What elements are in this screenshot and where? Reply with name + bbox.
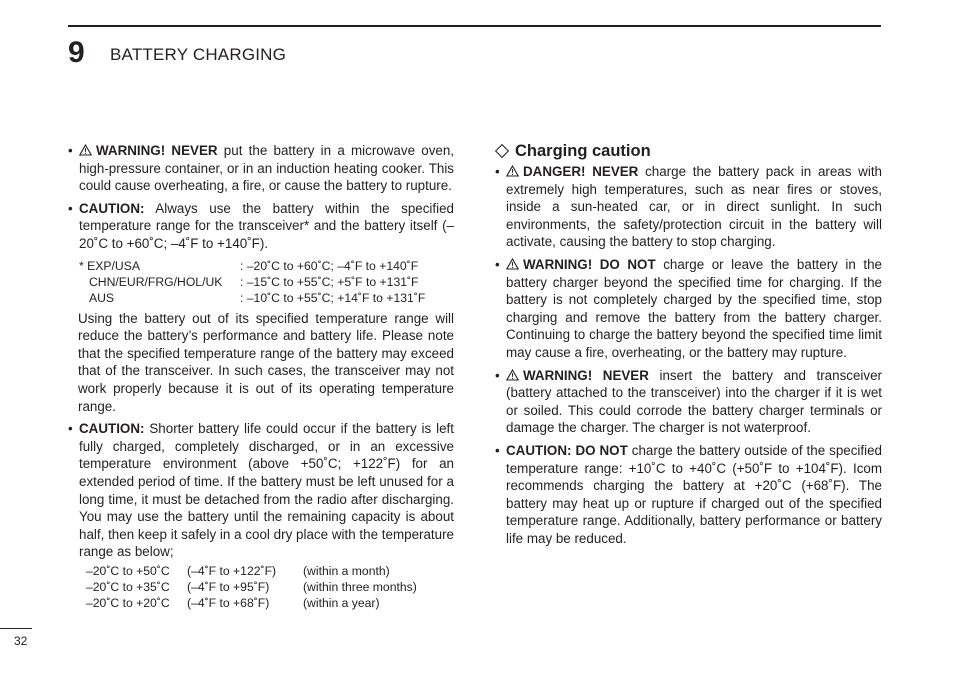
warning-triangle-icon (506, 258, 519, 270)
bullet: • (68, 421, 73, 437)
bullet: • (68, 143, 73, 158)
caution-lead: CAUTION: DO NOT (506, 442, 628, 458)
storage-period: (within a year) (303, 595, 380, 610)
warning-lead: WARNING! DO NOT (523, 256, 656, 272)
temperature-row (79, 258, 454, 274)
caution-lead: CAUTION: (79, 421, 145, 437)
storage-period: (within a month) (303, 563, 390, 578)
region: * EXP/USA (79, 258, 140, 273)
warning-wet-item (495, 367, 882, 437)
range: : –10˚C to +55˚C; +14˚F to +131˚F (240, 290, 426, 305)
bullet: • (495, 164, 500, 179)
caution-text: Always use the battery within the specified temperature range for the transceiver* and the battery itself (–20˚C to +60˚C; –4˚F to +140˚F). (79, 200, 454, 251)
storage-row (86, 579, 454, 595)
range: : –20˚C to +60˚C; –4˚F to +140˚F (240, 258, 419, 273)
caution-battery-life-item (68, 420, 454, 561)
warning-microwave-item (68, 142, 454, 195)
warning-charge-time-item (495, 256, 882, 362)
chapter-number: 9 (68, 36, 85, 69)
footer-rule (0, 628, 32, 629)
bullet: • (495, 367, 500, 383)
fahrenheit-range: (–4˚F to +122˚F) (187, 563, 277, 578)
range: : –15˚C to +55˚C; +5˚F to +131˚F (240, 274, 419, 289)
caution-text: charge the battery outside of the specified temperature range: +10˚C to +40˚C (+50˚F to +104˚F). Icom recommends charging the battery at +20˚C (+68˚F). The battery may heat up or rupture if charged out of the specified temperature range. Additionally, battery performance or battery life may be reduced. (506, 442, 882, 546)
temperature-row (79, 274, 454, 290)
storage-row (86, 595, 454, 611)
header-rule (68, 25, 881, 27)
warning-text: put the battery in a microwave oven, high-pressure container, or in an induction heating cooker. This could cause overheating, a fire, or cause the battery to rupture. (79, 143, 455, 194)
page-number: 32 (14, 634, 28, 648)
storage-temperature-table (86, 563, 454, 611)
region: CHN/EUR/FRG/HOL/UK (89, 274, 223, 289)
warning-lead: WARNING! NEVER (96, 143, 218, 158)
celsius-range: –20˚C to +20˚C (86, 595, 170, 610)
temperature-paragraph: Using the battery out of its specified temperature range will reduce the battery’s performance and battery life. Please note that the specified temperature range of the battery may exceed that of the transceiver. In such cases, the transceiver may not work properly because it is out of its operating temperature range. (78, 310, 454, 414)
warning-triangle-icon (506, 165, 519, 177)
warning-lead: WARNING! NEVER (523, 367, 649, 383)
celsius-range: –20˚C to +50˚C (86, 563, 170, 578)
warning-text: charge or leave the battery in the battery charger beyond the specified time for charging. If the battery is not completely charged by the specified time, stop charging and remove the battery from the battery charger. Continuing to charge the battery beyond the specified time limit may cause a fire, overheating, or the battery may rupture. (506, 256, 883, 360)
fahrenheit-range: (–4˚F to +68˚F) (187, 595, 270, 610)
temperature-range-table (79, 258, 454, 306)
caution-text: Shorter battery life could occur if the battery is left fully charged, completely discharged, or in an excessive temperature environment (above +50˚C; +122˚F) for an extended period of time. If the battery must be left unused for a long time, it must be detached from the radio after discharging. You may use the battery until the remaining capacity is about half, then keep it safely in a cool dry place with the temperature range as below; (79, 421, 454, 560)
charging-caution-heading (495, 141, 882, 161)
region: AUS (89, 290, 115, 305)
chapter-title: BATTERY CHARGING (110, 45, 287, 64)
storage-period: (within three months) (303, 579, 417, 594)
warning-triangle-icon (506, 369, 519, 381)
warning-text: insert the battery and transceiver (battery attached to the transceiver) into the charger if it is wet or soiled. This could corrode the battery charger terminals or damage the charger. The charger is not waterproof. (506, 367, 882, 436)
caution-charge-temperature-item (495, 442, 882, 548)
warning-triangle-icon (79, 144, 92, 156)
right-column (495, 141, 882, 552)
bullet: • (495, 256, 500, 272)
caution-temperature-item (68, 200, 454, 253)
bullet: • (495, 442, 500, 458)
storage-row (86, 563, 454, 579)
danger-text: charge the battery pack in areas with extremely high temperatures, such as near fires or stoves, inside a sun-heated car, or in direct sunlight. In such environments, the safety/protection circuit in the battery will activate, causing the battery to stop charging. (506, 164, 882, 250)
caution-lead: CAUTION: (79, 200, 145, 216)
left-column (68, 142, 454, 611)
subheading-text: Charging caution (515, 142, 651, 160)
diamond-icon (495, 144, 509, 158)
danger-lead: DANGER! NEVER (523, 164, 639, 179)
bullet: • (68, 200, 73, 216)
fahrenheit-range: (–4˚F to +95˚F) (187, 579, 270, 594)
temperature-row (79, 290, 454, 306)
celsius-range: –20˚C to +35˚C (86, 579, 170, 594)
danger-item (495, 163, 882, 251)
